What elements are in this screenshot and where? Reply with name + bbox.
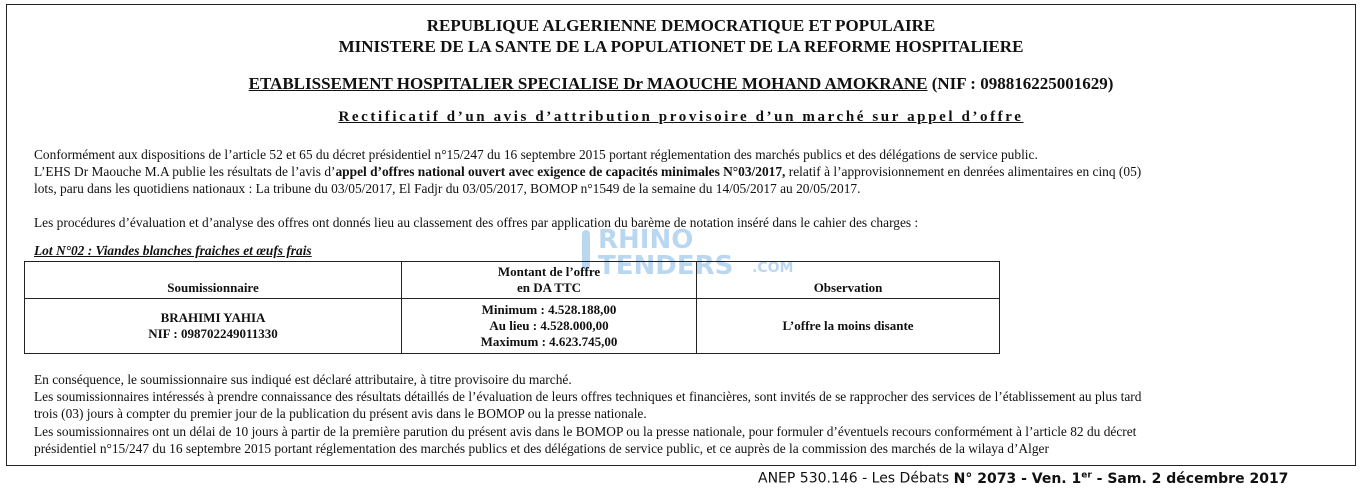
intro-line-1: Conformément aux dispositions de l’article 52 et 65 du décret présidentiel n°15/247 du 16 septembre 2015 portant réglementation des marchés publics et des délégations de service public. <box>34 147 1038 162</box>
amount-maximum: Maximum : 4.623.745,00 <box>480 334 618 349</box>
col-montant-line1: Montant de l’offre <box>497 264 601 279</box>
col-soumissionnaire: Soumissionnaire <box>25 262 402 299</box>
intro-line-2-end: relatif à l’approvisionnement en denrées alimentaires en cinq (05) <box>785 164 1142 179</box>
conclusion-line-1: En conséquence, le soumissionnaire sus indiqué est déclaré attributaire, à titre provisoire du marché. <box>34 372 572 387</box>
col-montant <box>402 262 697 299</box>
footer-ref: ANEP 530.146 - Les Débats <box>758 470 950 487</box>
intro-line-3: lots, paru dans les quotidiens nationaux : La tribune du 03/05/2017, El Fadjr du 03/05/2017, BOMOP n°1549 de la semaine du 14/05/2017 au 20/05/2017. <box>34 181 861 196</box>
table-header-row <box>25 262 1000 299</box>
cell-montant <box>402 299 697 354</box>
intro-line-2 <box>34 163 1141 180</box>
amount-minimum: Minimum : 4.528.188,00 <box>481 302 617 317</box>
header-establishment <box>0 74 1362 94</box>
header-republic: REPUBLIQUE ALGERIENNE DEMOCRATIQUE ET POPULAIRE <box>426 16 936 35</box>
col-observation: Observation <box>697 262 1000 299</box>
intro-line-2-start: L’EHS Dr Maouche M.A publie les résultats de l’avis d’ <box>34 164 336 179</box>
notice-title: Rectificatif d’un avis d’attribution provisoire d’un marché sur appel d’offre <box>338 109 1024 125</box>
amount-au-lieu: Au lieu : 4.528.000,00 <box>489 318 609 333</box>
establishment-nif: (NIF : 098816225001629) <box>931 74 1114 93</box>
cell-soumissionnaire <box>25 299 402 354</box>
publication-footer <box>758 470 1288 487</box>
col-montant-line2: en DA TTC <box>516 280 582 295</box>
conclusion-line-5: présidentiel n°15/247 du 16 septembre 2015 portant réglementation des marchés publics et des délégations de service public, et ce auprès de la commission des marchés de la wilaya d’Alger <box>34 441 1049 456</box>
footer-issue <box>954 471 1289 487</box>
footer-issue-number: N° 2073 - Ven. 1 <box>953 470 1082 487</box>
watermark-suffix: .COM <box>752 260 794 276</box>
table-row <box>25 299 1000 354</box>
procedures-text: Les procédures d’évaluation et d’analyse des offres ont donnés lieu au classement des offres par application du barème de notation inséré dans le cahier des charges : <box>34 215 919 230</box>
lot-title: Lot N°02 : Viandes blanches fraiches et œufs frais <box>34 243 312 258</box>
watermark-top: RHINO <box>598 225 694 255</box>
conclusion-line-2: Les soumissionnaires intéressés à prendre connaissance des résultats détaillés de l’évaluation de leurs offres techniques et financières, sont invités de se rapprocher des services de l’établissement au plus tard <box>34 389 1142 404</box>
intro-line-2-bold: appel d’offres national ouvert avec exigence de capacités minimales N°03/2017, <box>335 164 786 179</box>
header-ministry: MINISTERE DE LA SANTE DE LA POPULATIONET DE LA REFORME HOSPITALIERE <box>338 37 1024 56</box>
cell-observation: L’offre la moins disante <box>697 299 1000 354</box>
establishment-name: ETABLISSEMENT HOSPITALIER SPECIALISE Dr MAOUCHE MOHAND AMOKRANE <box>248 74 928 93</box>
footer-date: - Sam. 2 décembre 2017 <box>1091 470 1289 487</box>
conclusion-line-4: Les soumissionnaires ont un délai de 10 jours à partir de la première parution du présent avis dans le BOMOP ou la presse nationale, pour formuler d’éventuels recours conformément à l’article 82 du décret <box>34 424 1137 439</box>
results-table <box>24 261 1000 354</box>
bidder-nif: NIF : 098702249011330 <box>148 326 278 341</box>
watermark-bottom: TENDERS <box>598 251 734 278</box>
conclusion-line-3: trois (03) jours à compter du premier jour de la publication du présent avis dans le BOMOP ou la presse nationale. <box>34 406 647 421</box>
footer-sup: er <box>1081 470 1092 480</box>
bidder-name: BRAHIMI YAHIA <box>160 310 266 325</box>
